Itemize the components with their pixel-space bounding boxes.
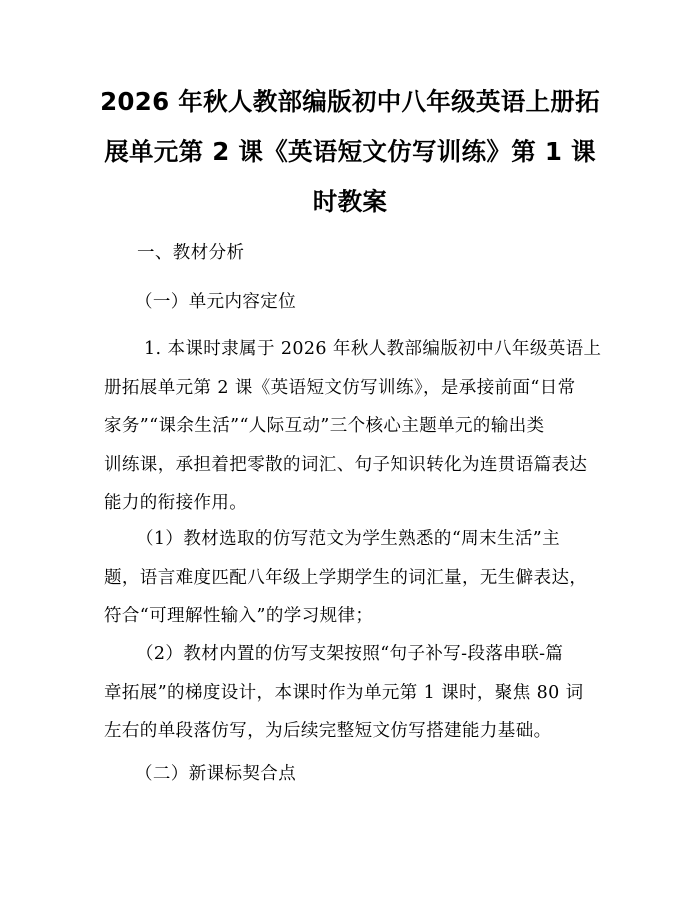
paragraph-line: 符合“可理解性输入”的学习规律； bbox=[104, 606, 374, 626]
paragraph-line: 能力的衔接作用。 bbox=[104, 493, 248, 513]
paragraph-line: 章拓展”的梯度设计，本课时作为单元第 1 课时，聚焦 80 词 bbox=[104, 682, 584, 703]
paragraph-line: 训练课，承担着把零散的词汇、句子知识转化为连贯语篇表达 bbox=[104, 454, 588, 475]
paragraph-course-overview bbox=[104, 330, 604, 523]
paragraph-model-text bbox=[104, 520, 604, 636]
paragraph-line: 家务”“课余生活”“人际互动”三个核心主题单元的输出类 bbox=[104, 416, 545, 436]
document-title bbox=[96, 77, 604, 227]
paragraph-line: 题，语言难度匹配八年级上学期学生的词汇量，无生僻表达， bbox=[104, 567, 588, 588]
title-line-1: 2026 年秋人教部编版初中八年级英语上册拓 bbox=[100, 87, 600, 116]
paragraph-line: 左右的单段落仿写，为后续完整短文仿写搭建能力基础。 bbox=[104, 721, 552, 741]
section-heading-textbook-analysis: 一、教材分析 bbox=[137, 243, 245, 263]
title-line-3: 时教案 bbox=[312, 187, 388, 216]
paragraph-line: （1）教材选取的仿写范文为学生熟悉的“周末生活”主 bbox=[136, 529, 561, 549]
paragraph-line: （2）教材内置的仿写支架按照“句子补写-段落串联-篇 bbox=[136, 644, 564, 664]
paragraph-writing-scaffold bbox=[104, 635, 604, 751]
paragraph-line: 册拓展单元第 2 课《英语短文仿写训练》，是承接前面“日常 bbox=[104, 377, 576, 398]
title-line-2: 展单元第 2 课《英语短文仿写训练》第 1 课 bbox=[104, 137, 596, 166]
paragraph-line: 1. 本课时隶属于 2026 年秋人教部编版初中八年级英语上 bbox=[144, 339, 602, 359]
subsection-heading-unit-positioning: （一）单元内容定位 bbox=[135, 292, 297, 312]
subsection-heading-curriculum-alignment: （二）新课标契合点 bbox=[135, 764, 297, 784]
